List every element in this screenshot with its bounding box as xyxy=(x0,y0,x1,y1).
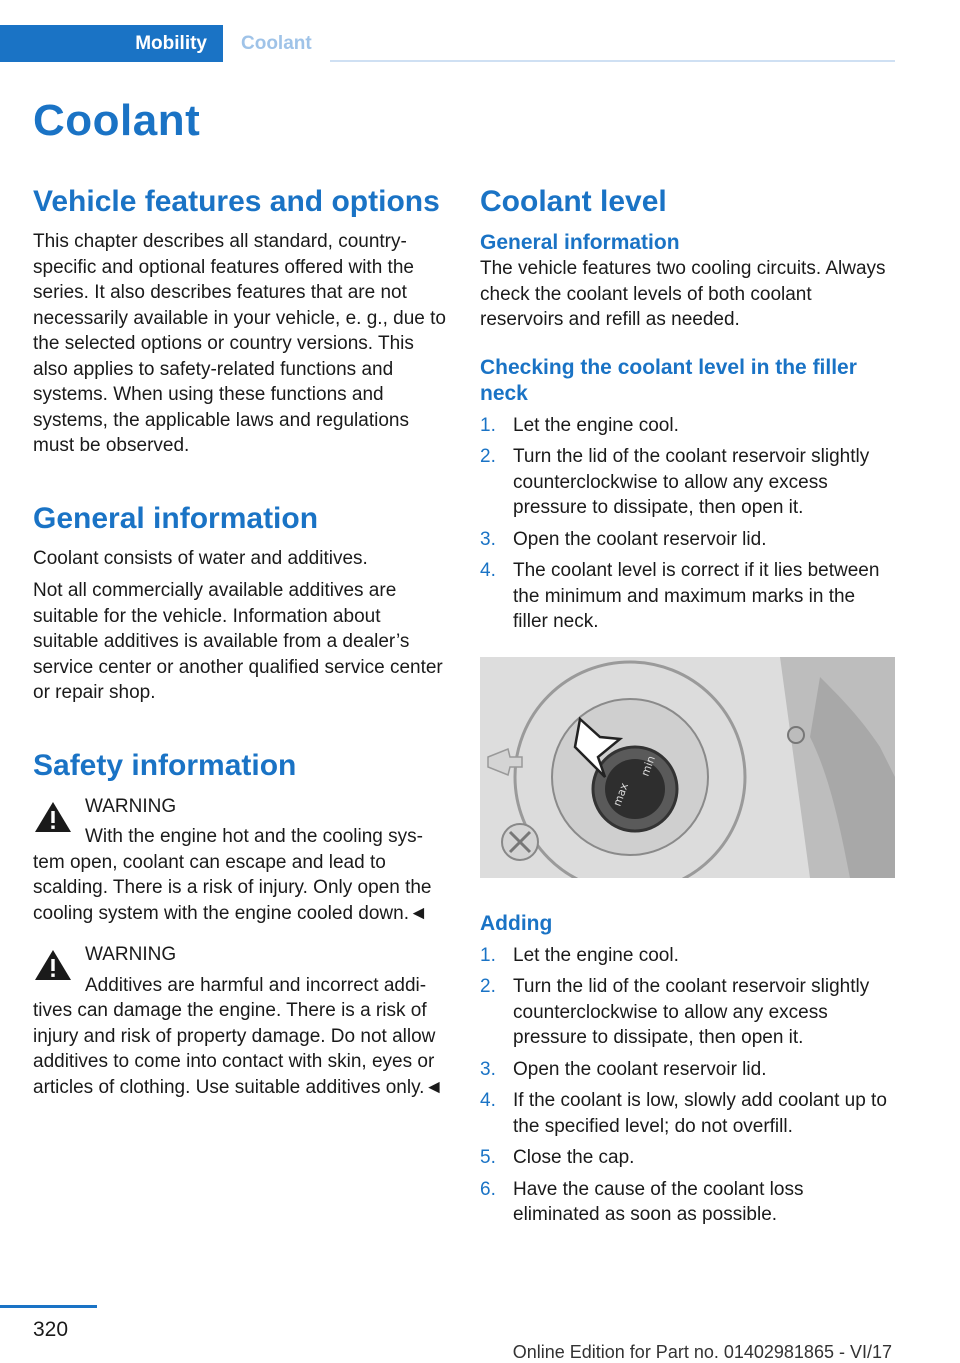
checking-heading: Checking the coolant level in the filler neck xyxy=(480,355,857,405)
warning-title: WARNING xyxy=(85,944,177,965)
warning-text: tives can damage the engine. There is a risk of injury and risk of property damage. Do not allow additives to come into contact with skin, eyes or articles of clothing. Use suitable additives only.◄ xyxy=(33,1000,444,1098)
general-information-heading: General information xyxy=(33,501,319,535)
step-number: 1. xyxy=(480,944,496,966)
adding-heading: Adding xyxy=(480,911,553,935)
page-tab-coolant[interactable] xyxy=(223,25,330,62)
list-item xyxy=(480,1088,895,1139)
step-number: 4. xyxy=(480,1090,496,1111)
checking-steps xyxy=(480,413,895,635)
step-text: Open the coolant reservoir lid. xyxy=(513,1058,767,1080)
step-number: 1. xyxy=(480,414,496,436)
right-column xyxy=(480,182,895,1228)
edition-note: Online Edition for Part no. 01402981865 - VI/17 xyxy=(512,1342,892,1362)
coolant-level-heading: Coolant level xyxy=(480,185,667,218)
vehicle-features-section xyxy=(33,182,451,459)
list-item xyxy=(480,527,895,553)
footer-rule xyxy=(0,1305,97,1308)
min-mark-label: min xyxy=(638,753,658,778)
coolant-general-info-heading: General information xyxy=(480,231,680,254)
max-mark-label: max xyxy=(610,780,632,808)
step-number: 3. xyxy=(480,1058,496,1080)
warning-triangle-icon xyxy=(33,800,73,834)
step-text: Open the coolant reservoir lid. xyxy=(513,528,767,550)
vehicle-features-text: This chapter describes all standard, country-specific and optional features offered with the series. It also describes features that are not necessarily available in your vehicle, e. g., due to the selected options or country versions. This also applies to safety-related functions and systems. When using these functions and systems, the applicable laws and regulations must be observed. xyxy=(33,231,446,456)
step-number: 2. xyxy=(480,976,496,997)
step-number: 2. xyxy=(480,446,496,467)
filler-neck-photo xyxy=(480,657,895,878)
warning-text-first-line: Additives are harmful and incorrect addi- xyxy=(85,974,427,996)
safety-information-section xyxy=(33,746,451,1101)
step-text: Let the engine cool. xyxy=(513,414,679,436)
left-column xyxy=(33,182,451,1100)
coolant-general-info-text: The vehicle features two cooling circuits. Always check the coolant levels of both coolant reservoirs and refill as needed. xyxy=(480,258,886,330)
warning-text: tem open, coolant can escape and lead to scalding. There is a risk of injury. Only open the cooling system with the engine cooled down.◄ xyxy=(33,851,432,924)
list-item xyxy=(480,558,895,635)
step-number: 3. xyxy=(480,528,496,550)
list-item xyxy=(480,1177,895,1228)
list-item xyxy=(480,943,895,969)
adding-steps xyxy=(480,943,895,1228)
step-number: 6. xyxy=(480,1178,496,1200)
step-text: The coolant level is correct if it lies between the minimum and maximum marks in the filler neck. xyxy=(513,560,880,632)
list-item xyxy=(480,974,895,1051)
warning-block xyxy=(33,942,451,1100)
step-text: Turn the lid of the coolant reservoir slightly counterclockwise to allow any excess pressure to dissipate, then open it. xyxy=(513,446,870,518)
step-text: Have the cause of the coolant loss eliminated as soon as possible. xyxy=(513,1178,804,1225)
step-text: Turn the lid of the coolant reservoir slightly counterclockwise to allow any excess pressure to dissipate, then open it. xyxy=(513,976,870,1048)
general-information-p1: Coolant consists of water and additives. xyxy=(33,547,368,569)
warning-triangle-icon xyxy=(33,948,73,982)
warning-title: WARNING xyxy=(85,795,177,817)
list-item xyxy=(480,413,895,439)
adding-section xyxy=(480,911,895,1228)
step-text: Close the cap. xyxy=(513,1147,635,1168)
page-tab-label: Coolant xyxy=(241,32,312,54)
checking-section xyxy=(480,355,895,883)
step-text: If the coolant is low, slowly add coolant up to the specified level; do not overfill. xyxy=(513,1090,887,1137)
step-number: 4. xyxy=(480,560,496,581)
general-information-section xyxy=(33,499,451,706)
coolant-general-info-section xyxy=(480,230,895,333)
list-item xyxy=(480,444,895,521)
section-tab-label: Mobility xyxy=(135,32,207,54)
vehicle-features-heading: Vehicle features and options xyxy=(33,185,440,218)
page-number: 320 xyxy=(33,1318,69,1341)
warning-text-first-line: With the engine hot and the cooling sys- xyxy=(85,826,423,847)
step-text: Let the engine cool. xyxy=(513,944,679,966)
warning-block xyxy=(33,794,451,927)
section-tab-mobility[interactable] xyxy=(0,25,223,62)
list-item xyxy=(480,1145,895,1171)
safety-information-heading: Safety information xyxy=(33,748,297,782)
list-item xyxy=(480,1057,895,1083)
page-title: Coolant xyxy=(33,96,201,145)
general-information-p2: Not all commercially available additives are suitable for the vehicle. Information about suitable additives is available from a dealer’s service center or another qualified service center or repair shop. xyxy=(33,580,443,703)
step-number: 5. xyxy=(480,1147,496,1168)
